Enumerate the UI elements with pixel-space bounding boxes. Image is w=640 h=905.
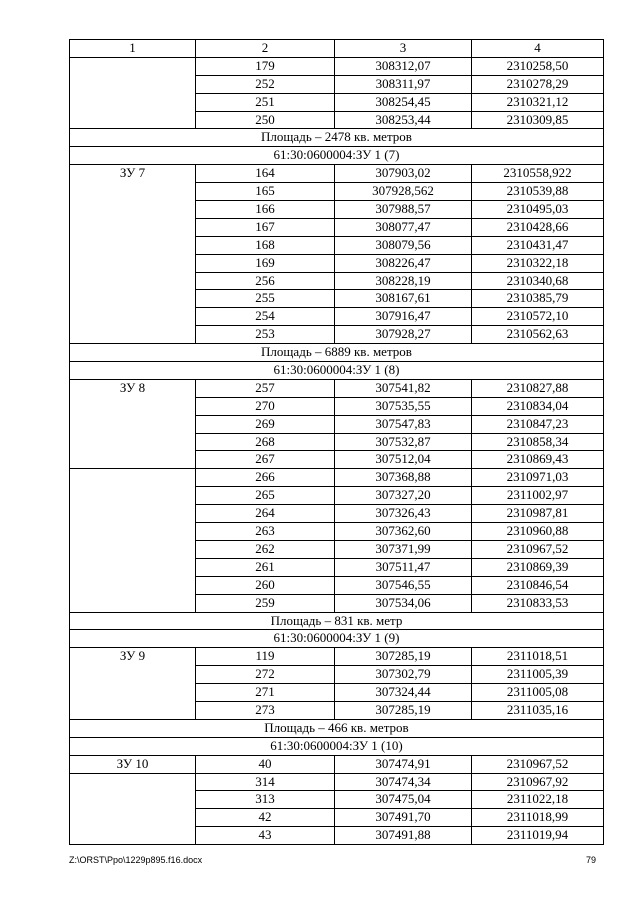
parcel-label-cell: ЗУ 10 xyxy=(70,755,196,773)
x-coordinate-cell: 308167,61 xyxy=(335,290,472,308)
point-number-cell: 270 xyxy=(196,397,335,415)
point-number-cell: 40 xyxy=(196,755,335,773)
table-row xyxy=(70,469,604,487)
y-coordinate-cell: 2311019,94 xyxy=(472,827,604,845)
point-number-cell: 261 xyxy=(196,558,335,576)
y-coordinate-cell: 2310309,85 xyxy=(472,111,604,129)
y-coordinate-cell: 2310846,54 xyxy=(472,576,604,594)
x-coordinate-cell: 307928,27 xyxy=(335,326,472,344)
y-coordinate-cell: 2310321,12 xyxy=(472,93,604,111)
parcel-title-row xyxy=(70,147,604,165)
x-coordinate-cell: 307491,88 xyxy=(335,827,472,845)
point-number-cell: 269 xyxy=(196,415,335,433)
x-coordinate-cell: 307916,47 xyxy=(335,308,472,326)
x-coordinate-cell: 307512,04 xyxy=(335,451,472,469)
point-number-cell: 266 xyxy=(196,469,335,487)
y-coordinate-cell: 2310987,81 xyxy=(472,505,604,523)
area-row xyxy=(70,612,604,630)
point-number-cell: 253 xyxy=(196,326,335,344)
y-coordinate-cell: 2310833,53 xyxy=(472,594,604,612)
y-coordinate-cell: 2311002,97 xyxy=(472,487,604,505)
x-coordinate-cell: 307546,55 xyxy=(335,576,472,594)
y-coordinate-cell: 2310847,23 xyxy=(472,415,604,433)
y-coordinate-cell: 2310322,18 xyxy=(472,254,604,272)
parcel-label-cell xyxy=(70,469,196,612)
table-row xyxy=(70,755,604,773)
point-number-cell: 273 xyxy=(196,701,335,719)
point-number-cell: 259 xyxy=(196,594,335,612)
x-coordinate-cell: 308254,45 xyxy=(335,93,472,111)
x-coordinate-cell: 308312,07 xyxy=(335,57,472,75)
parcel-title-cell: 61:30:0600004:ЗУ 1 (10) xyxy=(70,737,604,755)
y-coordinate-cell: 2310572,10 xyxy=(472,308,604,326)
y-coordinate-cell: 2310278,29 xyxy=(472,75,604,93)
point-number-cell: 314 xyxy=(196,773,335,791)
y-coordinate-cell: 2310428,66 xyxy=(472,218,604,236)
point-number-cell: 250 xyxy=(196,111,335,129)
y-coordinate-cell: 2310385,79 xyxy=(472,290,604,308)
x-coordinate-cell: 307368,88 xyxy=(335,469,472,487)
coordinates-table-body xyxy=(70,40,604,845)
x-coordinate-cell: 308226,47 xyxy=(335,254,472,272)
point-number-cell: 167 xyxy=(196,218,335,236)
point-number-cell: 264 xyxy=(196,505,335,523)
area-cell: Площадь – 831 кв. метр xyxy=(70,612,604,630)
footer-file-path: Z:\ORST\Ppo\1229p895.f16.docx xyxy=(69,855,203,865)
y-coordinate-cell: 2310539,88 xyxy=(472,183,604,201)
point-number-cell: 179 xyxy=(196,57,335,75)
x-coordinate-cell: 308311,97 xyxy=(335,75,472,93)
x-coordinate-cell: 307475,04 xyxy=(335,791,472,809)
header-cell-1: 1 xyxy=(70,40,196,58)
y-coordinate-cell: 2310858,34 xyxy=(472,433,604,451)
point-number-cell: 263 xyxy=(196,523,335,541)
point-number-cell: 265 xyxy=(196,487,335,505)
area-cell: Площадь – 2478 кв. метров xyxy=(70,129,604,147)
point-number-cell: 255 xyxy=(196,290,335,308)
point-number-cell: 42 xyxy=(196,809,335,827)
y-coordinate-cell: 2311035,16 xyxy=(472,701,604,719)
page-footer xyxy=(0,855,640,869)
y-coordinate-cell: 2310967,52 xyxy=(472,755,604,773)
y-coordinate-cell: 2310960,88 xyxy=(472,523,604,541)
x-coordinate-cell: 307362,60 xyxy=(335,523,472,541)
x-coordinate-cell: 307547,83 xyxy=(335,415,472,433)
x-coordinate-cell: 307928,562 xyxy=(335,183,472,201)
point-number-cell: 257 xyxy=(196,379,335,397)
point-number-cell: 272 xyxy=(196,666,335,684)
x-coordinate-cell: 307327,20 xyxy=(335,487,472,505)
point-number-cell: 169 xyxy=(196,254,335,272)
parcel-label-cell: ЗУ 7 xyxy=(70,165,196,344)
y-coordinate-cell: 2310495,03 xyxy=(472,201,604,219)
table-header-row xyxy=(70,40,604,58)
point-number-cell: 165 xyxy=(196,183,335,201)
header-cell-2: 2 xyxy=(196,40,335,58)
x-coordinate-cell: 307534,06 xyxy=(335,594,472,612)
parcel-title-row xyxy=(70,630,604,648)
y-coordinate-cell: 2310431,47 xyxy=(472,236,604,254)
y-coordinate-cell: 2310869,43 xyxy=(472,451,604,469)
y-coordinate-cell: 2310971,03 xyxy=(472,469,604,487)
x-coordinate-cell: 307541,82 xyxy=(335,379,472,397)
parcel-title-cell: 61:30:0600004:ЗУ 1 (7) xyxy=(70,147,604,165)
area-cell: Площадь – 466 кв. метров xyxy=(70,719,604,737)
area-row xyxy=(70,719,604,737)
x-coordinate-cell: 307285,19 xyxy=(335,648,472,666)
footer-page-number: 79 xyxy=(585,855,596,865)
y-coordinate-cell: 2311018,51 xyxy=(472,648,604,666)
y-coordinate-cell: 2310967,92 xyxy=(472,773,604,791)
x-coordinate-cell: 307474,34 xyxy=(335,773,472,791)
x-coordinate-cell: 307285,19 xyxy=(335,701,472,719)
table-row xyxy=(70,57,604,75)
y-coordinate-cell: 2310869,39 xyxy=(472,558,604,576)
table-row xyxy=(70,379,604,397)
table-row xyxy=(70,773,604,791)
x-coordinate-cell: 307532,87 xyxy=(335,433,472,451)
point-number-cell: 254 xyxy=(196,308,335,326)
parcel-title-row xyxy=(70,737,604,755)
y-coordinate-cell: 2310258,50 xyxy=(472,57,604,75)
header-cell-4: 4 xyxy=(472,40,604,58)
y-coordinate-cell: 2311022,18 xyxy=(472,791,604,809)
y-coordinate-cell: 2310827,88 xyxy=(472,379,604,397)
point-number-cell: 251 xyxy=(196,93,335,111)
y-coordinate-cell: 2310834,04 xyxy=(472,397,604,415)
x-coordinate-cell: 308077,47 xyxy=(335,218,472,236)
y-coordinate-cell: 2311018,99 xyxy=(472,809,604,827)
parcel-title-cell: 61:30:0600004:ЗУ 1 (8) xyxy=(70,362,604,380)
point-number-cell: 268 xyxy=(196,433,335,451)
x-coordinate-cell: 308253,44 xyxy=(335,111,472,129)
point-number-cell: 313 xyxy=(196,791,335,809)
y-coordinate-cell: 2310967,52 xyxy=(472,540,604,558)
parcel-label-cell: ЗУ 9 xyxy=(70,648,196,720)
y-coordinate-cell: 2311005,08 xyxy=(472,684,604,702)
x-coordinate-cell: 307535,55 xyxy=(335,397,472,415)
point-number-cell: 168 xyxy=(196,236,335,254)
table-row xyxy=(70,648,604,666)
x-coordinate-cell: 307326,43 xyxy=(335,505,472,523)
point-number-cell: 252 xyxy=(196,75,335,93)
area-cell: Площадь – 6889 кв. метров xyxy=(70,344,604,362)
x-coordinate-cell: 307324,44 xyxy=(335,684,472,702)
point-number-cell: 43 xyxy=(196,827,335,845)
header-cell-3: 3 xyxy=(335,40,472,58)
coordinates-table xyxy=(69,39,604,845)
point-number-cell: 256 xyxy=(196,272,335,290)
x-coordinate-cell: 307511,47 xyxy=(335,558,472,576)
x-coordinate-cell: 307903,02 xyxy=(335,165,472,183)
area-row xyxy=(70,129,604,147)
point-number-cell: 166 xyxy=(196,201,335,219)
y-coordinate-cell: 2310340,68 xyxy=(472,272,604,290)
point-number-cell: 119 xyxy=(196,648,335,666)
point-number-cell: 267 xyxy=(196,451,335,469)
point-number-cell: 260 xyxy=(196,576,335,594)
x-coordinate-cell: 307371,99 xyxy=(335,540,472,558)
parcel-label-cell: ЗУ 8 xyxy=(70,379,196,468)
area-row xyxy=(70,344,604,362)
y-coordinate-cell: 2310558,922 xyxy=(472,165,604,183)
parcel-title-cell: 61:30:0600004:ЗУ 1 (9) xyxy=(70,630,604,648)
y-coordinate-cell: 2310562,63 xyxy=(472,326,604,344)
x-coordinate-cell: 308228,19 xyxy=(335,272,472,290)
x-coordinate-cell: 307474,91 xyxy=(335,755,472,773)
point-number-cell: 164 xyxy=(196,165,335,183)
table-row xyxy=(70,165,604,183)
x-coordinate-cell: 307491,70 xyxy=(335,809,472,827)
parcel-title-row xyxy=(70,362,604,380)
parcel-label-cell xyxy=(70,57,196,129)
x-coordinate-cell: 307302,79 xyxy=(335,666,472,684)
y-coordinate-cell: 2311005,39 xyxy=(472,666,604,684)
point-number-cell: 262 xyxy=(196,540,335,558)
point-number-cell: 271 xyxy=(196,684,335,702)
parcel-label-cell xyxy=(70,773,196,845)
x-coordinate-cell: 307988,57 xyxy=(335,201,472,219)
x-coordinate-cell: 308079,56 xyxy=(335,236,472,254)
